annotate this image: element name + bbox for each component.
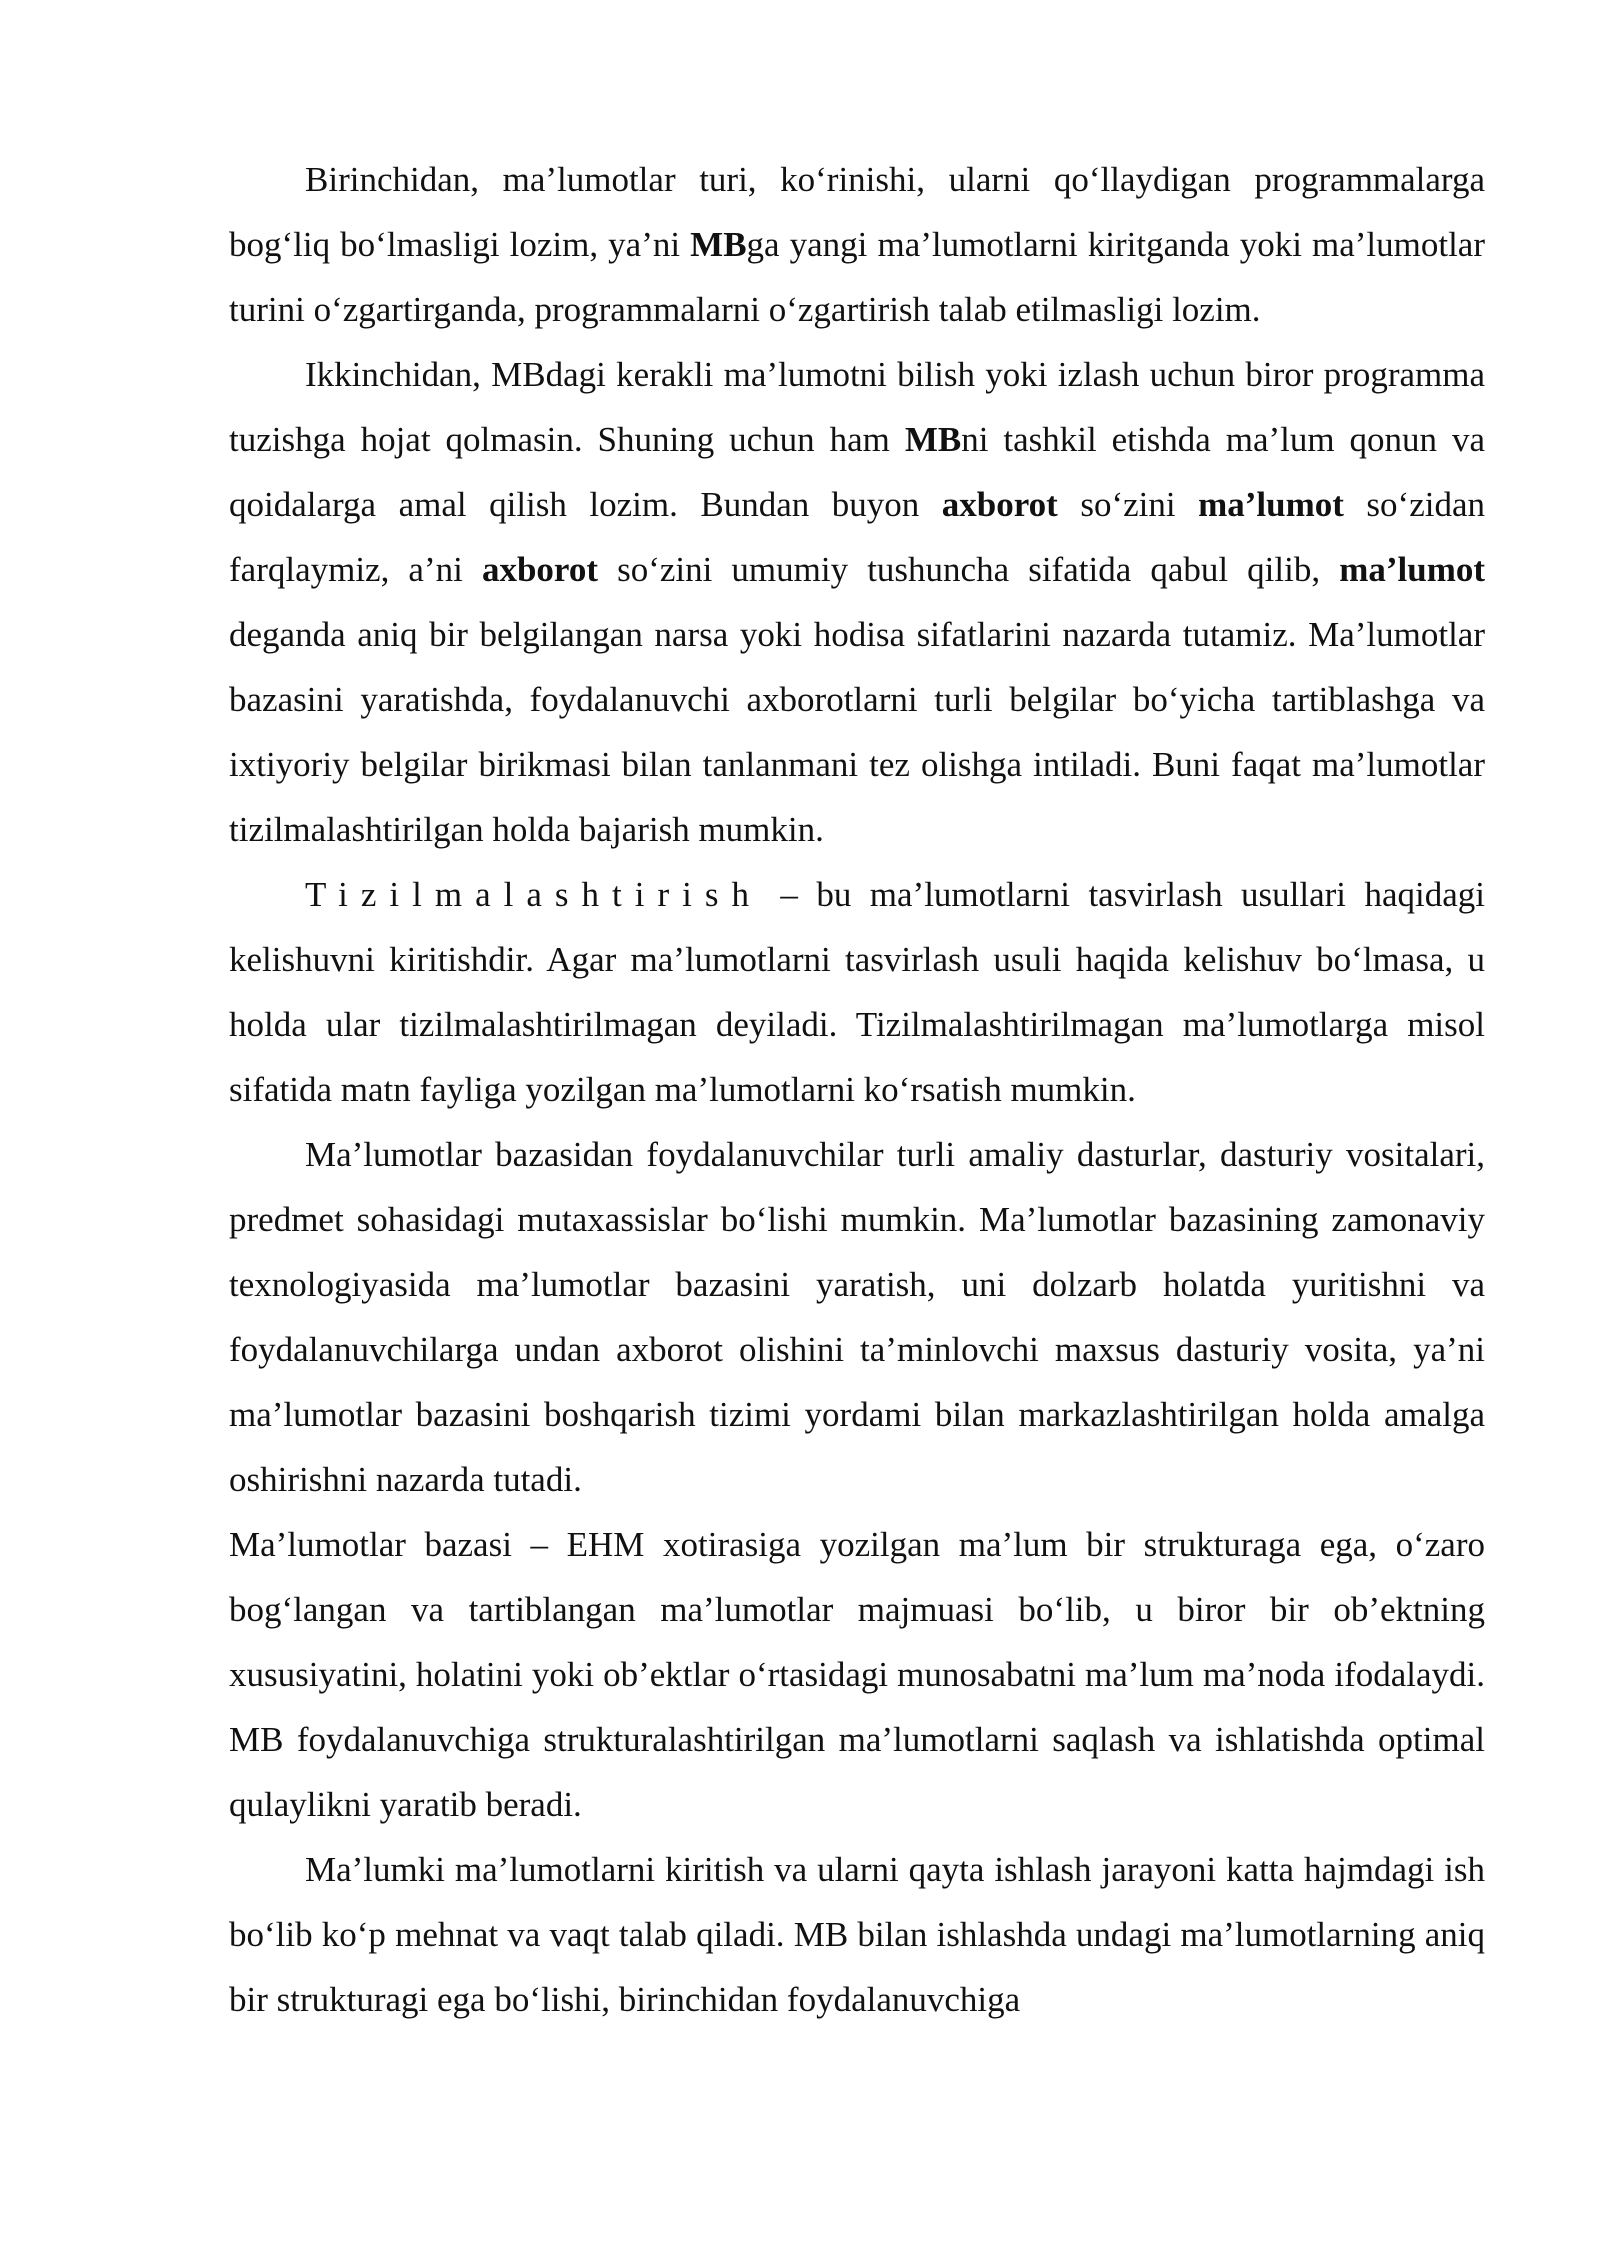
body-paragraph xyxy=(229,1837,1485,2032)
text-run: so‘zini xyxy=(1057,485,1199,524)
document-page xyxy=(229,147,1485,2032)
bold-term: axborot xyxy=(941,485,1058,524)
body-paragraph xyxy=(229,147,1485,342)
body-paragraph xyxy=(229,342,1485,862)
text-run: ga yangi ma’lumotlarni kiritganda yoki ma’lumotlar turini o‘zgartirganda, programmalarni o‘zgartirish talab etilmasligi lozim. xyxy=(229,225,1485,329)
text-run: – bu ma’lumotlarni tasvirlash usullari haqidagi kelishuvni kiritishdir. Agar ma’lumotlarni tasvirlash usuli haqida kelishuv bo‘lmasa, u holda ular tizilmalashtirilmagan deyiladi. Tizilmalashtirilmagan ma’lumotlarga misol sifatida matn fayliga yozilgan ma’lumotlarni ko‘rsatish mumkin. xyxy=(229,875,1485,1109)
body-paragraph xyxy=(229,862,1485,1122)
text-run: deganda aniq bir belgilangan narsa yoki hodisa sifatlarini nazarda tutamiz. Ma’lumotlar bazasini yaratishda, foydalanuvchi axborotlarni turli belgilar bo‘yicha tartiblashga va ixtiyoriy belgilar birikmasi bilan tanlanmani tez olishga intiladi. Buni faqat ma’lumotlar tizilmalashtirilgan holda bajarish mumkin. xyxy=(229,615,1485,849)
bold-term: ma’lumot xyxy=(1339,550,1485,589)
text-run: Ma’lumotlar bazasidan foydalanuvchilar turli amaliy dasturlar, dasturiy vositalari, predmet sohasidagi mutaxassislar bo‘lishi mumkin. Ma’lumotlar bazasining zamonaviy texnologiyasida ma’lumotlar bazasini yaratish, uni dolzarb holatda yuritishni va foydalanuvchilarga undan axborot olishini ta’minlovchi maxsus dasturiy vosita, ya’ni ma’lumotlar bazasini boshqarish tizimi yordami bilan markazlashtirilgan holda amalga oshirishni nazarda tutadi. xyxy=(229,1135,1485,1499)
bold-term: MB xyxy=(904,420,962,459)
text-run: Birinchidan, ma’lumotlar turi, ko‘rinishi, ularni qo‘llaydigan programmalarga bog‘liq bo‘lmasligi lozim, ya’ni xyxy=(229,160,1485,264)
bold-term: axborot xyxy=(481,550,598,589)
text-run: Ikkinchidan, MBdagi kerakli ma’lumotni bilish yoki izlash uchun biror programma tuzishga hojat qolmasin. Shuning uchun ham xyxy=(229,355,1485,459)
bold-term: ma’lumot xyxy=(1198,485,1344,524)
spaced-term: Tizilmalashtirish xyxy=(305,875,762,914)
text-run: Ma’lumki ma’lumotlarni kiritish va ularni qayta ishlash jarayoni katta hajmdagi ish bo‘lib ko‘p mehnat va vaqt talab qiladi. MB bilan ishlashda undagi ma’lumotlarning aniq bir strukturagi ega bo‘lishi, birinchidan foydalanuvchiga xyxy=(229,1850,1485,2019)
text-run: so‘zini umumiy tushuncha sifatida qabul qilib, xyxy=(597,550,1340,589)
body-paragraph xyxy=(229,1512,1485,1837)
text-run: ni tashkil etishda ma’lum qonun va qoidalarga amal qilish lozim. Bundan buyon xyxy=(229,420,1486,524)
text-run: so‘zidan farqlaymiz, a’ni xyxy=(229,485,1485,589)
body-paragraph xyxy=(229,1122,1485,1512)
text-run: Ma’lumotlar bazasi – EHM xotirasiga yozilgan ma’lum bir strukturaga ega, o‘zaro bog‘langan va tartiblangan ma’lumotlar majmuasi bo‘lib, u biror bir ob’ektning xususiyatini, holatini yoki ob’ektlar o‘rtasidagi munosabatni ma’lum ma’noda ifodalaydi. MB foydalanuvchiga strukturalashtirilgan ma’lumotlarni saqlash va ishlatishda optimal qulaylikni yaratib beradi. xyxy=(229,1525,1485,1824)
bold-term: MB xyxy=(690,225,747,264)
